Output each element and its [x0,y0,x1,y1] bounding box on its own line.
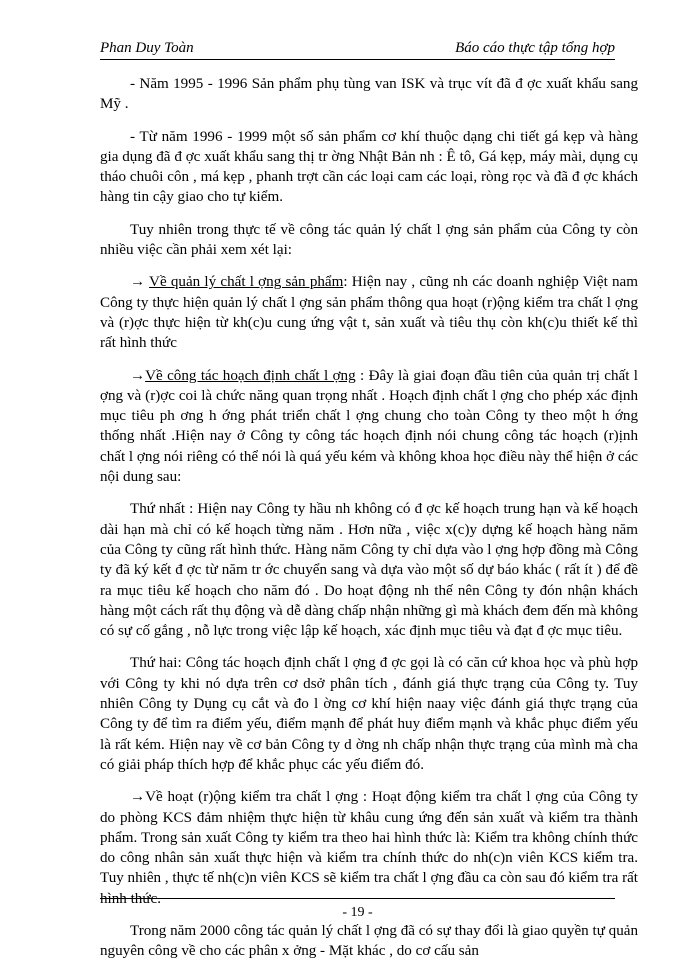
arrow-icon: → [130,367,146,384]
page-number: - 19 - [342,905,373,920]
paragraph-text: Trong năm 2000 công tác quản lý chất l ợng đã có sự thay đổi là giao quyền tự quản nguyên công về cho các phân x ởng - Mặt khác , do cơ cấu sản [100,922,638,960]
paragraph [100,653,638,775]
paragraph [100,499,638,641]
header-rule [100,59,615,60]
paragraph [100,921,638,962]
arrow-icon: → [130,789,146,806]
paragraph-text: Tuy nhiên trong thực tế về công tác quản lý chất l ợng sản phẩm của Công ty còn nhiều việc cần phải xem xét lại: [100,221,638,259]
header-author: Phan Duy Toàn [100,40,194,56]
paragraph-text: - Từ năm 1996 - 1999 một số sản phẩm cơ khí thuộc dạng chi tiết gá kẹp và hàng gia dụng đã đ ợc xuất khẩu sang thị tr ờng Nhật Bản nh : Ê tô, Gá kẹp, máy mài, dụng cụ tháo chuôi côn , má kẹp , phanh trợt cần các loại cam các loại, ròng rọc và đã đ ợc khách hàng tin cậy giao cho tự kiểm. [100,128,638,206]
paragraph [100,127,638,208]
page-footer [100,898,615,921]
footer-rule [100,898,615,899]
paragraph [100,366,638,488]
header-title: Báo cáo thực tập tổng hợp [455,40,615,56]
section-heading: Về quản lý chất l ợng sản phẩm [149,274,344,291]
paragraph-text: - Năm 1995 - 1996 Sản phẩm phụ tùng van ISK và trục vít đã đ ợc xuất khẩu sang Mỹ . [100,76,638,113]
document-body [100,74,638,974]
arrow-icon: → [130,274,146,291]
paragraph-text: Thứ hai: Công tác hoạch định chất l ợng đ ợc gọi là có căn cứ khoa học và phù hợp với Công ty khi nó dựa trên cơ dsở phân tích , đánh giá thực trạng của Công ty. Tuy nhiên Công ty Dụng cụ cắt và đo l ờng cơ khí hiện naay việc đánh giá thực trạng của Công ty để tìm ra điểm yếu, điểm mạnh để phát huy điểm mạnh và khắc phục điểm yếu là rất kém. Hiện nay về cơ bản Công ty d ờng nh chấp nhận thực trạng của mình mà cha có giải pháp thích hợp để khắc phục các yếu điểm đó. [100,655,638,773]
paragraph [100,74,638,115]
paragraph-text: : Đây là giai đoạn đầu tiên của quản trị chất l ợng và (r)ợc coi là chức năng quan trọng nhất . Hoạch định chất l ợng cho phép xác định mục tiêu ph ơng h ớng phát triển chất l ợng chung cho toàn Công ty theo một h ớng thống nhất .Hiện nay ở Công ty công tác hoạch định nói chung công tác hoạch (r)ịnh chất l ợng nói riêng có thể nói là quá yếu kém và không khoa học điều này thể hiện ở các nội dung sau: [100,367,638,486]
paragraph [100,220,638,261]
paragraph [100,787,638,909]
paragraph-text: Thứ nhất : Hiện nay Công ty hầu nh không có đ ợc kế hoạch trung hạn và kế hoạch dài hạn mà chỉ có kế hoạch từng năm . Hơn nữa , việc x(c)y dựng kế hoạch hàng năm của Công ty cũng rất hình thức. Hàng năm Công ty chỉ dựa vào l ợng hợp đồng mà Công ty đã ký kết đ ợc từ năm tr ớc chuyển sang và dựa vào một số dự báo khác ( rất ít ) để đề ra mục tiêu kế hoạch cho năm đó . Do hoạt động nh thế nên Công ty đón nhận khách hàng một cách rất thụ động và dễ dàng chấp nhận những gì mà khách đem đến mà không có sự cố gắng , nỗ lực trong việc lập kế hoạch, xác định mục tiêu và đạt đ ợc mục tiêu. [100,501,638,640]
paragraph-text: : Hiện nay , cũng nh các doanh nghiệp Việt nam Công ty thực hiện quản lý chất l ợng sản phẩm thông qua hoạt (r)ộng kiểm tra chất l ợng và (r)ợc thực hiện từ kh(c)u cung ứng vật t, sản xuất và tiêu thụ còn kh(c)u thiết kế thì rất hình thức [100,274,638,352]
section-heading: Về công tác hoạch định chất l ợng [145,367,356,384]
paragraph [100,272,638,353]
paragraph-text: Về hoạt (r)ộng kiểm tra chất l ợng : Hoạt động kiểm tra chất l ợng của Công ty do phòng KCS đảm nhiệm thực hiện từ khâu cung ứng đến sản xuất và kiểm tra thành phẩm. Trong sản xuất Công ty kiểm tra theo hai hình thức là: Kiểm tra không chính thức do công nhân sản xuất thực hiện và kiểm tra chính thức do nh(c)n viên KCS kiểm tra. Tuy nhiên , thực tế nh(c)n viên KCS sẽ kiểm tra chất l ợng đầu ca còn sau đó kiểm tra rất hình thức. [100,789,638,907]
page-header [100,40,615,60]
